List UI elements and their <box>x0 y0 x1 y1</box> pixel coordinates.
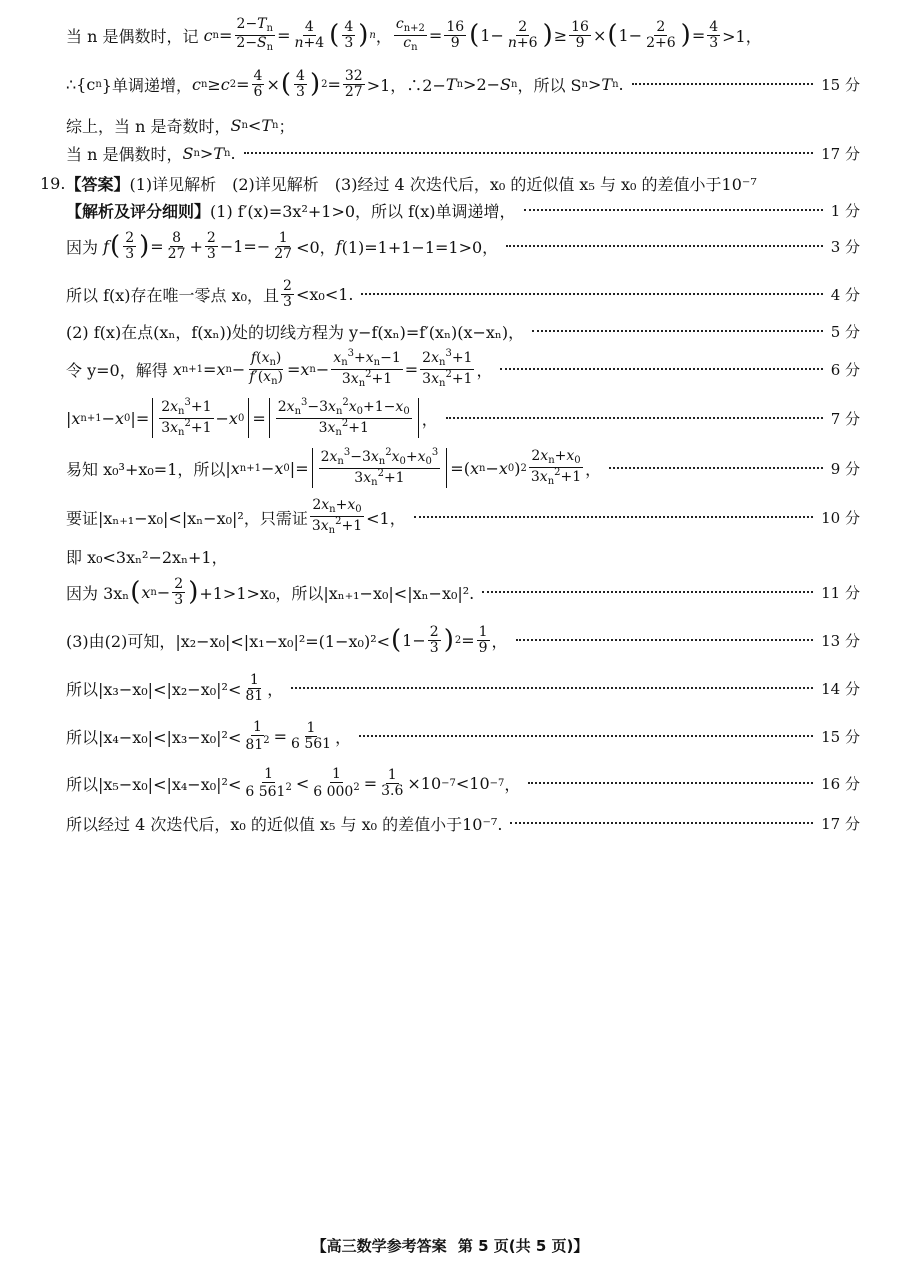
q19-line-2 <box>66 226 860 266</box>
q18-line-2-prefix: ∴{c <box>66 74 96 94</box>
q19-line-9-text: 即 x₀<3xₙ²−2xₙ+1， <box>66 547 228 567</box>
analysis-tag: 【解析及评分细则】 <box>66 201 211 221</box>
q19-line-13-expr: 所以|x₄−x₀|<|x₃−x₀|²< $\frac{1}{81^2}$ = $\frac{1}{6 561}$ ， <box>66 718 352 753</box>
q19-line-6-expr: | x n+1 − x 0 |= $\frac{2x_n^3+1}{3x_n^2+1}$ − x 0 = $\frac{2x_n^3-3x_n^2x_0+1-x_0}{3x_n^2+1}$ ， <box>66 397 438 438</box>
dot-leader <box>291 687 813 689</box>
q19-line-11-prefix: (3)由(2)可知，|x₂−x₀|<|x₁−x₀|²=(1−x₀)²< <box>66 631 391 651</box>
q19-line-7-prefix: 易知 x₀³+x₀=1，所以 <box>66 459 226 479</box>
dot-leader <box>524 209 823 211</box>
q19-line-3-post: <x₀<1. <box>295 284 354 304</box>
q19-line-11-expr: (3)由(2)可知，|x₂−x₀|<|x₁−x₀|²=(1−x₀)²< ( 1− $\frac{2}{3}$ ) 2 = $\frac{1}{9}$ ， <box>66 623 508 656</box>
score-label: 6 分 <box>830 360 860 379</box>
q18-line-2-expr: ∴{c n }单调递增， c n ≥ c 2 = $\frac{4}{6}$ × ( $\frac{4}{3}$ ) 2 = $\frac{32}{27}$ >1，∴2− T n >2− S n ， 所以 S n > T n . <box>66 67 624 100</box>
q19-line-11 <box>66 620 860 660</box>
score-label: 11 分 <box>821 583 860 602</box>
q18-line-4-expr: 当 n 是偶数时， S n > T n . <box>66 143 236 164</box>
dot-leader <box>359 735 813 737</box>
q19-answer <box>40 172 757 195</box>
q19-line-4 <box>66 318 860 344</box>
q18-line-1 <box>66 18 860 52</box>
score-label: 7 分 <box>830 409 860 428</box>
dot-leader <box>632 83 814 85</box>
q19-line-6 <box>66 396 860 440</box>
dot-leader <box>506 245 823 247</box>
q19-line-2-expr: 因为 f ( $\frac{2}{3}$ ) = $\frac{8}{27}$ + $\frac{2}{3}$ −1=− $\frac{1}{27}$ <0， f (1)=1+1−1=1>0， <box>66 229 499 262</box>
q18-line-3 <box>66 112 860 138</box>
answer-tag: 【答案】 <box>65 174 130 194</box>
q18-line-2 <box>66 66 860 102</box>
score-label: 17 分 <box>821 144 860 163</box>
q19-line-15-expr <box>66 812 502 835</box>
q19-line-3-expr: 所以 f(x)存在唯一零点 x₀，且 $\frac{2}{3}$ <x₀<1. <box>66 277 354 310</box>
q19-line-3 <box>66 274 860 314</box>
score-label: 17 分 <box>821 814 860 833</box>
q19-line-10-prefix: 因为 3xₙ <box>66 583 130 603</box>
q19-line-9-expr <box>66 545 228 568</box>
q19-line-12-prefix: 所以|x₃−x₀|<|x₂−x₀|²< <box>66 679 242 699</box>
dot-leader <box>516 639 814 641</box>
score-label: 15 分 <box>821 75 860 94</box>
score-label: 16 分 <box>821 774 860 793</box>
q18-line-1-expr: 当 n 是偶数时，记 c n = $\frac{2-T_n}{2-S_n}$ = $\frac{4}{n+4}$ ( $\frac{4}{3}$ ) n ， $\frac{c_{n+2}}{c_n}$ = $\frac{16}{9}$ ( 1− $\frac{2}{n+6}$ ) ≥ $\frac{16}{9}$ × ( 1− $\frac{2}{2+6}$ ) = $\frac{4}{3}$ >1， <box>66 16 762 53</box>
q19-line-8-post: <1， <box>366 508 406 528</box>
q18-line-3-text: 综上，当 n 是奇数时， <box>66 116 231 136</box>
page-footer <box>0 1235 900 1256</box>
q18-line-4-prefix: 当 n 是偶数时， <box>66 144 183 164</box>
score-label: 15 分 <box>821 727 860 746</box>
q19-line-7 <box>66 446 860 490</box>
q19-line-8-prefix: 要证|xₙ₊₁−x₀|<|xₙ−x₀|²，只需证 <box>66 508 308 528</box>
q19-line-5 <box>66 348 860 390</box>
dot-leader <box>244 152 814 154</box>
q18-line-1-prefix: 当 n 是偶数时，记 <box>66 26 199 46</box>
q19-line-14-prefix: 所以|x₅−x₀|<|x₄−x₀|²< <box>66 774 242 794</box>
score-label: 5 分 <box>830 322 860 341</box>
q19-line-5-prefix: 令 y=0，解得 <box>66 360 168 380</box>
dot-leader <box>361 293 822 295</box>
q18-line-2-tail: 所以 S <box>533 75 582 95</box>
score-label: 4 分 <box>830 285 860 304</box>
dot-leader <box>532 330 823 332</box>
footer-title: 【高三数学参考答案 <box>311 1237 447 1255</box>
q18-line-3-expr: 综上，当 n 是奇数时， S n < T n ； <box>66 115 295 136</box>
q19-line-10 <box>66 572 860 612</box>
dot-leader <box>609 467 823 469</box>
dot-leader <box>446 417 823 419</box>
dot-leader <box>528 782 813 784</box>
q19-line-15 <box>66 810 860 836</box>
q19-line-13 <box>66 716 860 756</box>
answer-text: (1)详见解析 (2)详见解析 (3)经过 4 次迭代后，x₀ 的近似值 x₅ 与 x₀ 的差值小于10⁻⁷ <box>129 174 757 194</box>
score-label: 1 分 <box>830 201 860 220</box>
score-label: 14 分 <box>821 679 860 698</box>
q19-line-14-expr: 所以|x₅−x₀|<|x₄−x₀|²< $\frac{1}{6 561^2}$ < $\frac{1}{6 000^2}$ = $\frac{1}{3.6}$ ×10 −7 <10 −7 ， <box>66 765 521 800</box>
q18-line-4 <box>66 140 860 166</box>
dot-leader <box>510 822 813 824</box>
score-label: 9 分 <box>830 459 860 478</box>
q19-line-1-text: (1) f′(x)=3x²+1>0，所以 f(x)单调递增， <box>210 201 516 221</box>
q19-line-13-prefix: 所以|x₄−x₀|<|x₃−x₀|²< <box>66 727 242 747</box>
q19-line-12-expr: 所以|x₃−x₀|<|x₂−x₀|²< $\frac{1}{81}$ ， <box>66 671 284 704</box>
dot-leader <box>500 368 822 370</box>
q19-line-7-expr: 易知 x₀³+x₀=1，所以 | x n+1 − x 0 |= $\frac{2x_n^3-3x_n^2x_0+x_0^3}{3x_n^2+1}$ =( x n − x 0 ) 2 $\frac{2x_n+x_0}{3x_n^2+1}$ ， <box>66 447 602 488</box>
q19-line-3-prefix: 所以 f(x)存在唯一零点 x₀，且 <box>66 285 280 305</box>
score-label: 13 分 <box>821 631 860 650</box>
q19-line-8-expr: 要证|xₙ₊₁−x₀|<|xₙ−x₀|²，只需证 $\frac{2x_n+x_0}{3x_n^2+1}$ <1， <box>66 497 406 536</box>
q19-line-15-text: 所以经过 4 次迭代后，x₀ 的近似值 x₅ 与 x₀ 的差值小于10⁻⁷. <box>66 814 503 834</box>
q19-line-8 <box>66 496 860 538</box>
q19-line-10-expr: 因为 3xₙ ( x n − $\frac{2}{3}$ ) +1>1>x₀，所以|xₙ₊₁−x₀|<|xₙ−x₀|². <box>66 575 475 608</box>
question-number: 19. <box>40 173 66 193</box>
q18-line-2-mid: }单调递增， <box>101 75 192 95</box>
dot-leader <box>414 516 813 518</box>
q19-line-2-prefix: 因为 <box>66 237 99 257</box>
q19-line-5-expr: 令 y=0，解得 x n+1 = x n − $\frac{f(x_n)}{f'(x_n)}$ = x n − $\frac{x_n^3+x_n-1}{3x_n^2+1}$ = $\frac{2x_n^3+1}{3x_n^2+1}$ ， <box>66 348 493 389</box>
dot-leader <box>482 591 813 593</box>
q19-line-12 <box>66 668 860 708</box>
q19-line-10-post: +1>1>x₀，所以|xₙ₊₁−x₀|<|xₙ−x₀|². <box>199 583 475 603</box>
q19-answer-line <box>40 170 860 196</box>
q19-line-4-text: (2) f(x)在点(xₙ，f(xₙ))处的切线方程为 y−f(xₙ)=f′(xₙ)(x−xₙ)， <box>66 322 525 342</box>
q19-line-1 <box>66 197 860 223</box>
footer-page-number: 第 5 页(共 5 页)】 <box>457 1237 589 1255</box>
score-label: 10 分 <box>821 508 860 527</box>
q19-line-1-expr <box>66 199 516 222</box>
q19-line-14 <box>66 762 860 804</box>
q19-line-9 <box>66 543 860 569</box>
score-label: 3 分 <box>830 237 860 256</box>
q19-line-4-expr <box>66 320 524 343</box>
